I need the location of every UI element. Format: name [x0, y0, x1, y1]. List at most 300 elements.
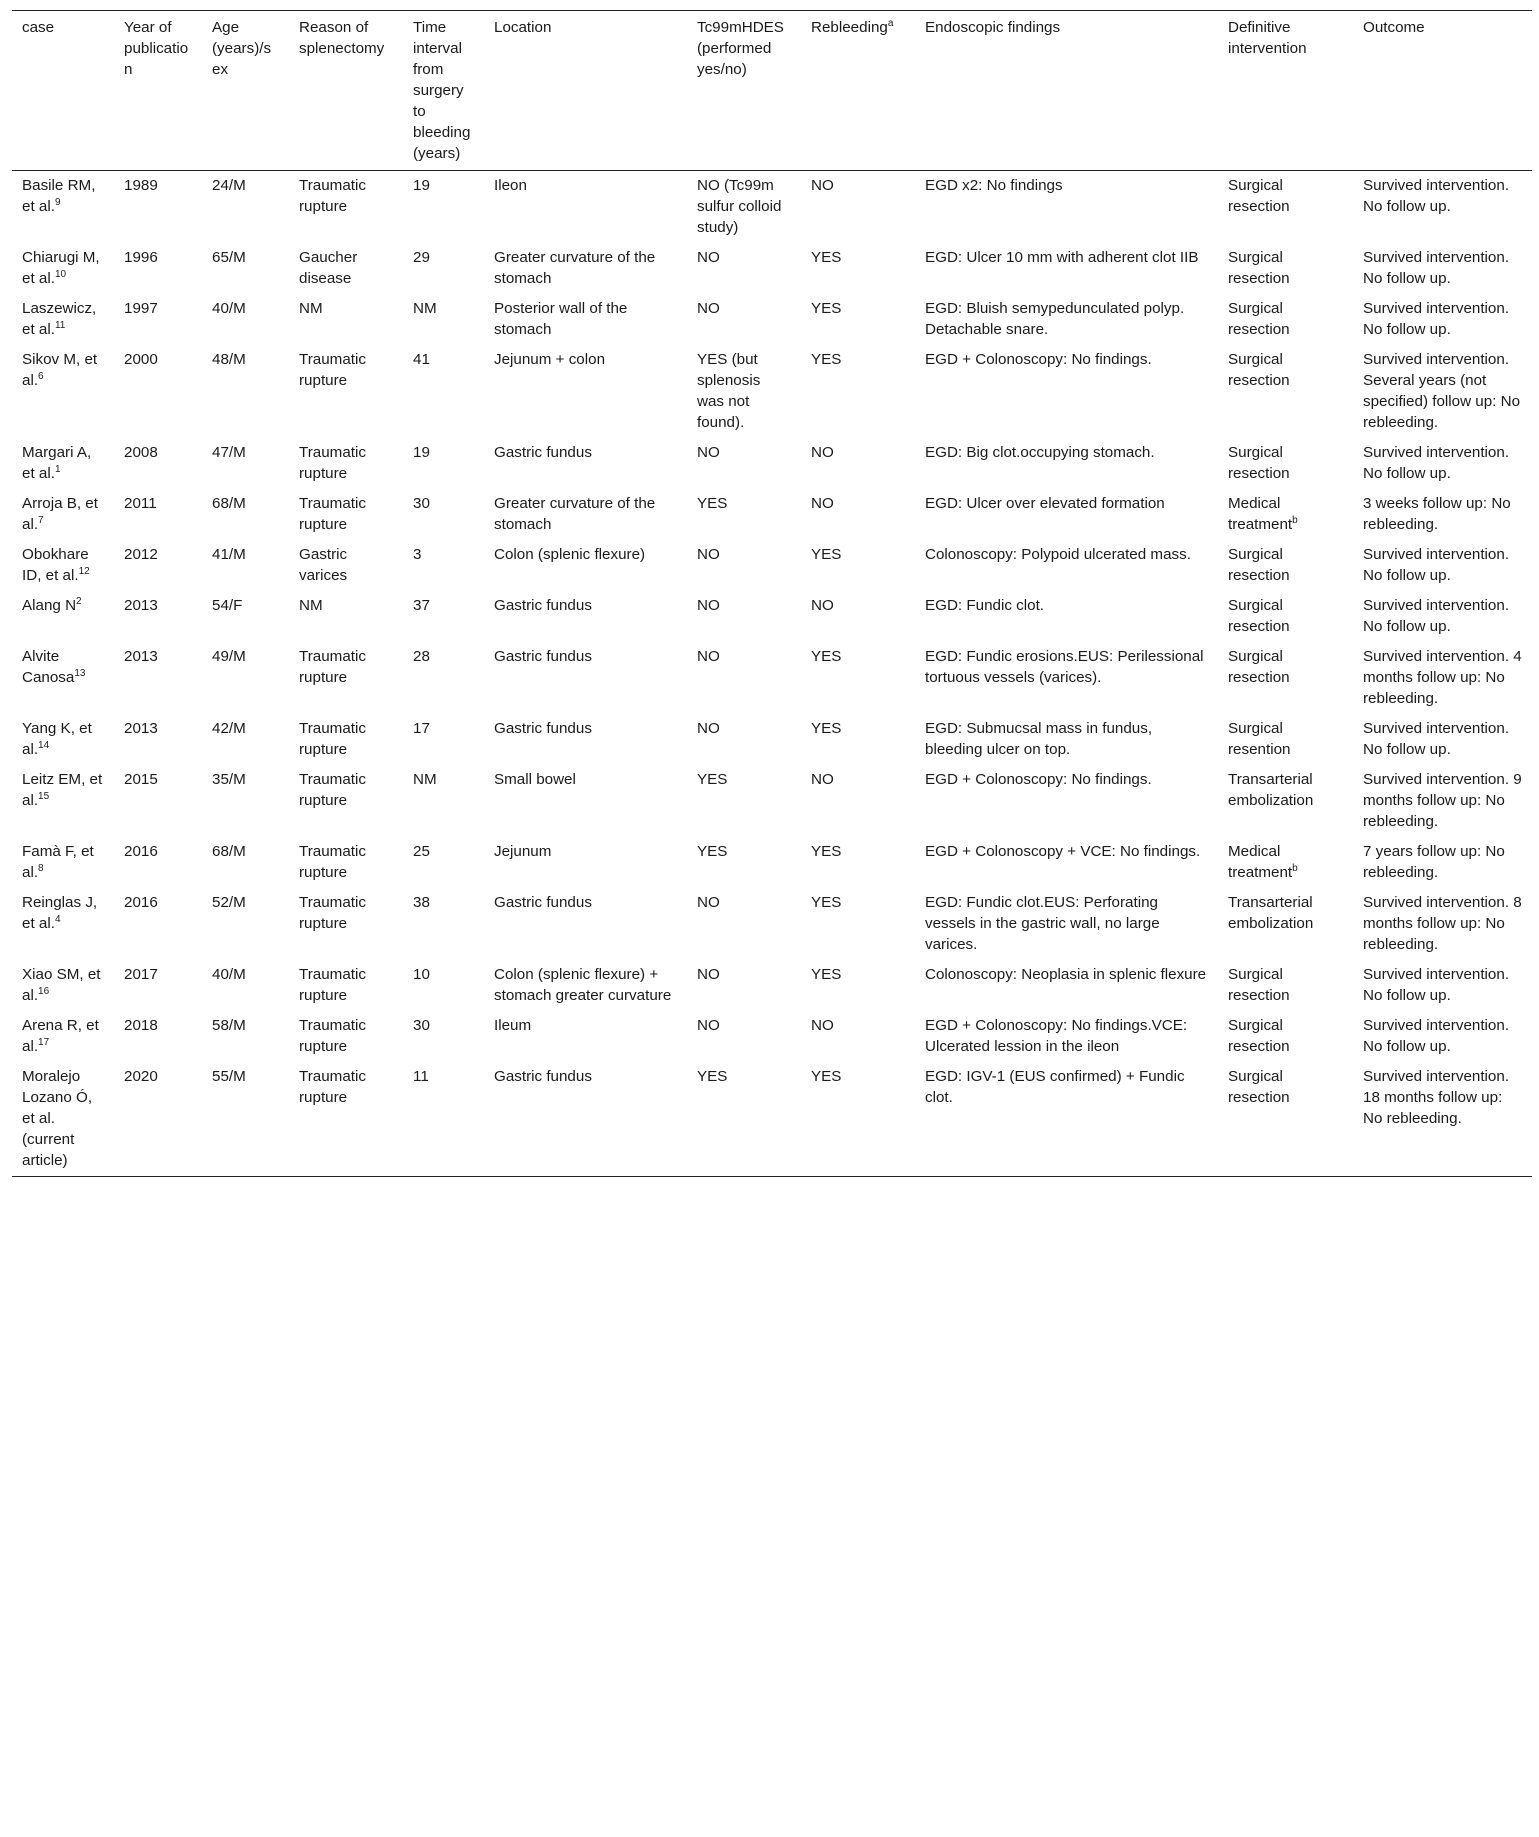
location-text: Greater curvature of the stomach	[494, 495, 656, 533]
cell-outcome	[1353, 714, 1532, 765]
year-text: 2016	[124, 894, 158, 911]
outcome-text: Survived intervention. 18 months follow up: No rebleeding.	[1363, 1068, 1510, 1127]
cell-rebleeding	[801, 837, 915, 888]
reason-text: Traumatic rupture	[299, 843, 366, 881]
reference-number: 6	[38, 371, 44, 382]
age-text: 40/M	[212, 966, 246, 983]
cell-tc99	[687, 345, 801, 438]
reason-text: Traumatic rupture	[299, 648, 366, 686]
cell-intervention	[1218, 438, 1353, 489]
cell-outcome	[1353, 489, 1532, 540]
cell-rebleeding	[801, 642, 915, 714]
endoscopic-text: EGD: Ulcer over elevated formation	[925, 495, 1165, 512]
interval-text: 19	[413, 444, 430, 461]
cell-intervention	[1218, 540, 1353, 591]
table-row	[12, 438, 1532, 489]
endoscopic-text: Colonoscopy: Neoplasia in splenic flexure	[925, 966, 1207, 983]
cell-location	[484, 294, 687, 345]
cell-case	[12, 540, 114, 591]
case-text: Laszewicz, et al.	[22, 300, 97, 338]
reference-number: 9	[54, 197, 61, 208]
cell-intervention	[1218, 1011, 1353, 1062]
reference-number: 16	[38, 986, 50, 997]
reason-text: Traumatic rupture	[299, 351, 366, 389]
reason-text: Traumatic rupture	[299, 894, 366, 932]
rebleeding-text: YES	[811, 546, 842, 563]
cell-endoscopic	[915, 438, 1218, 489]
interval-text: 25	[413, 843, 430, 860]
endoscopic-text: EGD: Fundic clot.EUS: Perforating vessels in the gastric wall, no large varices.	[925, 894, 1160, 953]
outcome-text: Survived intervention. 9 months follow up: No rebleeding.	[1363, 771, 1522, 830]
cell-case	[12, 489, 114, 540]
location-text: Gastric fundus	[494, 648, 592, 665]
reason-text: Traumatic rupture	[299, 495, 366, 533]
location-text: Jejunum + colon	[494, 351, 606, 368]
age-text: 49/M	[212, 648, 246, 665]
table-row	[12, 489, 1532, 540]
cell-location	[484, 438, 687, 489]
cell-rebleeding	[801, 243, 915, 294]
tc99-text: NO	[697, 444, 720, 461]
cell-endoscopic	[915, 888, 1218, 960]
cell-reason	[289, 591, 403, 642]
cell-location	[484, 591, 687, 642]
table-row	[12, 837, 1532, 888]
cell-location	[484, 171, 687, 244]
cell-tc99	[687, 714, 801, 765]
endoscopic-text: EGD: Fundic erosions.EUS: Perilessional tortuous vessels (varices).	[925, 648, 1204, 686]
intervention-text: Surgical resection	[1228, 648, 1290, 686]
rebleeding-text: YES	[811, 300, 842, 317]
cell-reason	[289, 1011, 403, 1062]
cell-tc99	[687, 294, 801, 345]
year-text: 1989	[124, 177, 158, 194]
interval-text: 38	[413, 894, 430, 911]
intervention-text: Surgical resection	[1228, 300, 1290, 338]
interval-text: 41	[413, 351, 430, 368]
interval-text: 30	[413, 1017, 430, 1034]
tc99-text: NO	[697, 1017, 720, 1034]
rebleeding-text: YES	[811, 720, 842, 737]
age-text: 68/M	[212, 495, 246, 512]
cell-case	[12, 714, 114, 765]
cell-endoscopic	[915, 243, 1218, 294]
reference-number: 4	[54, 914, 61, 925]
table-row	[12, 1011, 1532, 1062]
cell-outcome	[1353, 960, 1532, 1011]
cell-reason	[289, 438, 403, 489]
table-row	[12, 591, 1532, 642]
cell-tc99	[687, 438, 801, 489]
footnote-marker: b	[1292, 515, 1298, 526]
intervention-text: Surgical resection	[1228, 966, 1290, 1004]
cell-reason	[289, 888, 403, 960]
cell-interval	[403, 243, 484, 294]
age-text: 24/M	[212, 177, 246, 194]
location-text: Posterior wall of the stomach	[494, 300, 628, 338]
table-row	[12, 888, 1532, 960]
header-outcome: Outcome	[1363, 19, 1425, 36]
cell-reason	[289, 1062, 403, 1177]
table-header	[12, 11, 1532, 171]
tc99-text: NO	[697, 300, 720, 317]
cell-rebleeding	[801, 1011, 915, 1062]
cell-interval	[403, 171, 484, 244]
cell-tc99	[687, 1062, 801, 1177]
cell-endoscopic	[915, 489, 1218, 540]
intervention-text: Surgical resection	[1228, 546, 1290, 584]
cell-rebleeding	[801, 489, 915, 540]
location-text: Gastric fundus	[494, 894, 592, 911]
cell-age	[202, 888, 289, 960]
cell-age	[202, 438, 289, 489]
cell-tc99	[687, 1011, 801, 1062]
header-age: Age (years)/sex	[212, 19, 272, 78]
intervention-text: Medical treatment	[1228, 495, 1293, 533]
tc99-text: YES	[697, 843, 728, 860]
header-location: Location	[494, 19, 552, 36]
interval-text: 3	[413, 546, 422, 563]
cell-reason	[289, 243, 403, 294]
year-text: 2020	[124, 1068, 158, 1085]
tc99-text: NO	[697, 597, 720, 614]
outcome-text: Survived intervention. Several years (not specified) follow up: No rebleeding.	[1363, 351, 1521, 431]
cell-intervention	[1218, 1062, 1353, 1177]
cell-tc99	[687, 765, 801, 837]
table-row	[12, 1062, 1532, 1177]
header-rebleeding: Rebleeding$^a$	[811, 18, 894, 36]
cell-case	[12, 243, 114, 294]
intervention-text: Surgical resection	[1228, 1068, 1290, 1106]
cell-endoscopic	[915, 765, 1218, 837]
cell-tc99	[687, 171, 801, 244]
outcome-text: Survived intervention. No follow up.	[1363, 249, 1510, 287]
reason-text: Gastric varices	[299, 546, 348, 584]
cell-age	[202, 294, 289, 345]
age-text: 47/M	[212, 444, 246, 461]
age-text: 54/F	[212, 597, 243, 614]
reference-number: 7	[38, 515, 44, 526]
cell-endoscopic	[915, 837, 1218, 888]
cell-rebleeding	[801, 540, 915, 591]
cell-outcome	[1353, 540, 1532, 591]
cell-tc99	[687, 243, 801, 294]
rebleeding-text: NO	[811, 177, 834, 194]
cell-endoscopic	[915, 714, 1218, 765]
cell-interval	[403, 642, 484, 714]
location-text: Greater curvature of the stomach	[494, 249, 656, 287]
cell-case	[12, 345, 114, 438]
cell-intervention	[1218, 294, 1353, 345]
cell-case	[12, 642, 114, 714]
rebleeding-text: NO	[811, 771, 834, 788]
table-row	[12, 345, 1532, 438]
rebleeding-text: NO	[811, 597, 834, 614]
intervention-text: Surgical resention	[1228, 720, 1291, 758]
cell-tc99	[687, 960, 801, 1011]
outcome-text: Survived intervention. 4 months follow up: No rebleeding.	[1363, 648, 1522, 707]
cell-age	[202, 591, 289, 642]
table-row	[12, 294, 1532, 345]
interval-text: NM	[413, 771, 437, 788]
intervention-text: Surgical resection	[1228, 444, 1290, 482]
location-text: Colon (splenic flexure)	[494, 546, 646, 563]
header-row	[12, 11, 1532, 171]
cell-year	[114, 294, 202, 345]
cell-year	[114, 1011, 202, 1062]
cell-location	[484, 489, 687, 540]
reason-text: Traumatic rupture	[299, 771, 366, 809]
location-text: Gastric fundus	[494, 720, 592, 737]
cell-outcome	[1353, 1011, 1532, 1062]
header-tc99: Tc99mHDES (performed yes/no)	[697, 19, 784, 78]
case-text: Basile RM, et al.	[22, 177, 96, 215]
header-reason: Reason of splenectomy	[299, 19, 385, 57]
header-endoscopic: Endoscopic findings	[925, 19, 1061, 36]
cell-location	[484, 1062, 687, 1177]
table-row	[12, 171, 1532, 244]
cell-case	[12, 591, 114, 642]
cell-outcome	[1353, 591, 1532, 642]
cell-interval	[403, 294, 484, 345]
table-row	[12, 714, 1532, 765]
reference-number: 15	[38, 791, 50, 802]
reason-text: NM	[299, 300, 323, 317]
cell-outcome	[1353, 438, 1532, 489]
case-text: Yang K, et al.	[22, 720, 92, 758]
case-text: Famà F, et al.	[22, 843, 94, 881]
cell-age	[202, 714, 289, 765]
interval-text: 29	[413, 249, 430, 266]
cell-interval	[403, 1011, 484, 1062]
interval-text: NM	[413, 300, 437, 317]
cell-location	[484, 837, 687, 888]
year-text: 2013	[124, 648, 158, 665]
cell-rebleeding	[801, 171, 915, 244]
cell-year	[114, 591, 202, 642]
outcome-text: Survived intervention. No follow up.	[1363, 966, 1510, 1004]
cell-year	[114, 540, 202, 591]
tc99-text: NO	[697, 720, 720, 737]
cell-year	[114, 438, 202, 489]
year-text: 2013	[124, 597, 158, 614]
cell-reason	[289, 642, 403, 714]
cell-reason	[289, 171, 403, 244]
cell-endoscopic	[915, 345, 1218, 438]
cell-interval	[403, 489, 484, 540]
case-table-container	[12, 10, 1532, 1177]
cell-age	[202, 1011, 289, 1062]
cell-location	[484, 765, 687, 837]
header-case: case	[22, 19, 55, 36]
cell-reason	[289, 489, 403, 540]
cell-endoscopic	[915, 294, 1218, 345]
cell-interval	[403, 837, 484, 888]
case-table	[12, 10, 1532, 1177]
cell-reason	[289, 345, 403, 438]
cell-case	[12, 888, 114, 960]
endoscopic-text: EGD: Ulcer 10 mm with adherent clot IIB	[925, 249, 1199, 266]
cell-outcome	[1353, 642, 1532, 714]
tc99-text: NO	[697, 966, 720, 983]
case-text: Sikov M, et al.	[22, 351, 98, 389]
location-text: Colon (splenic flexure) + stomach greater curvature	[494, 966, 672, 1004]
intervention-text: Surgical resection	[1228, 177, 1290, 215]
interval-text: 30	[413, 495, 430, 512]
cell-interval	[403, 591, 484, 642]
cell-intervention	[1218, 765, 1353, 837]
cell-age	[202, 642, 289, 714]
cell-outcome	[1353, 345, 1532, 438]
reference-number: 13	[74, 668, 86, 679]
year-text: 1997	[124, 300, 158, 317]
cell-endoscopic	[915, 591, 1218, 642]
tc99-text: NO	[697, 648, 720, 665]
outcome-text: Survived intervention. 8 months follow up: No rebleeding.	[1363, 894, 1522, 953]
cell-endoscopic	[915, 540, 1218, 591]
age-text: 42/M	[212, 720, 246, 737]
cell-location	[484, 1011, 687, 1062]
age-text: 68/M	[212, 843, 246, 860]
cell-tc99	[687, 837, 801, 888]
interval-text: 19	[413, 177, 430, 194]
cell-endoscopic	[915, 1062, 1218, 1177]
cell-case	[12, 294, 114, 345]
cell-tc99	[687, 540, 801, 591]
reason-text: Traumatic rupture	[299, 1068, 366, 1106]
cell-age	[202, 540, 289, 591]
cell-intervention	[1218, 591, 1353, 642]
cell-age	[202, 765, 289, 837]
table-row	[12, 243, 1532, 294]
rebleeding-text: YES	[811, 894, 842, 911]
age-text: 52/M	[212, 894, 246, 911]
cell-reason	[289, 960, 403, 1011]
cell-interval	[403, 438, 484, 489]
reason-text: Traumatic rupture	[299, 177, 366, 215]
header-intervention: Definitive intervention	[1228, 19, 1307, 57]
cell-age	[202, 345, 289, 438]
header-interval: Time interval from surgery to bleeding (years)	[413, 19, 471, 162]
cell-case	[12, 1062, 114, 1177]
tc99-text: NO (Tc99m sulfur colloid study)	[697, 177, 782, 236]
cell-outcome	[1353, 294, 1532, 345]
cell-year	[114, 714, 202, 765]
age-text: 55/M	[212, 1068, 246, 1085]
reason-text: Traumatic rupture	[299, 720, 366, 758]
interval-text: 17	[413, 720, 430, 737]
endoscopic-text: EGD: Submucsal mass in fundus, bleeding ulcer on top.	[925, 720, 1153, 758]
tc99-text: NO	[697, 249, 720, 266]
reference-number: 2	[76, 596, 82, 607]
cell-intervention	[1218, 345, 1353, 438]
cell-year	[114, 171, 202, 244]
reference-number: 1	[54, 464, 61, 475]
endoscopic-text: EGD x2: No findings	[925, 177, 1063, 194]
year-text: 2018	[124, 1017, 158, 1034]
cell-year	[114, 243, 202, 294]
cell-case	[12, 438, 114, 489]
cell-age	[202, 489, 289, 540]
case-text: Obokhare ID, et al.	[22, 546, 89, 584]
year-text: 2000	[124, 351, 158, 368]
reason-text: Traumatic rupture	[299, 444, 366, 482]
cell-age	[202, 837, 289, 888]
cell-outcome	[1353, 837, 1532, 888]
intervention-text: Surgical resection	[1228, 1017, 1290, 1055]
intervention-text: Surgical resection	[1228, 351, 1290, 389]
endoscopic-text: EGD: IGV-1 (EUS confirmed) + Fundic clot.	[925, 1068, 1185, 1106]
cell-interval	[403, 765, 484, 837]
reason-text: Traumatic rupture	[299, 966, 366, 1004]
table-row	[12, 765, 1532, 837]
age-text: 35/M	[212, 771, 246, 788]
age-text: 58/M	[212, 1017, 246, 1034]
outcome-text: Survived intervention. No follow up.	[1363, 597, 1510, 635]
case-text: Margari A, et al.	[22, 444, 92, 482]
cell-outcome	[1353, 765, 1532, 837]
intervention-text: Surgical resection	[1228, 597, 1290, 635]
cell-tc99	[687, 642, 801, 714]
age-text: 48/M	[212, 351, 246, 368]
outcome-text: Survived intervention. No follow up.	[1363, 177, 1510, 215]
outcome-text: Survived intervention. No follow up.	[1363, 720, 1510, 758]
case-text: Alang N	[22, 597, 77, 614]
cell-year	[114, 765, 202, 837]
reference-number: 11	[54, 320, 66, 331]
outcome-text: 7 years follow up: No rebleeding.	[1363, 843, 1505, 881]
rebleeding-text: YES	[811, 249, 842, 266]
endoscopic-text: EGD + Colonoscopy: No findings.VCE: Ulcerated lession in the ileon	[925, 1017, 1188, 1055]
location-text: Gastric fundus	[494, 1068, 592, 1085]
cell-rebleeding	[801, 591, 915, 642]
year-text: 2013	[124, 720, 158, 737]
cell-location	[484, 888, 687, 960]
cell-rebleeding	[801, 888, 915, 960]
cell-year	[114, 1062, 202, 1177]
cell-reason	[289, 294, 403, 345]
cell-rebleeding	[801, 345, 915, 438]
cell-intervention	[1218, 837, 1353, 888]
cell-case	[12, 171, 114, 244]
outcome-text: Survived intervention. No follow up.	[1363, 546, 1510, 584]
endoscopic-text: EGD + Colonoscopy: No findings.	[925, 351, 1152, 368]
case-text: Moralejo Lozano Ó, et al. (current article)	[22, 1068, 93, 1169]
cell-rebleeding	[801, 438, 915, 489]
cell-endoscopic	[915, 171, 1218, 244]
endoscopic-text: EGD + Colonoscopy: No findings.	[925, 771, 1152, 788]
reference-number: 12	[78, 566, 90, 577]
cell-reason	[289, 837, 403, 888]
cell-year	[114, 345, 202, 438]
cell-location	[484, 714, 687, 765]
cell-rebleeding	[801, 765, 915, 837]
cell-reason	[289, 540, 403, 591]
location-text: Small bowel	[494, 771, 576, 788]
cell-location	[484, 243, 687, 294]
cell-interval	[403, 345, 484, 438]
cell-case	[12, 765, 114, 837]
cell-case	[12, 1011, 114, 1062]
year-text: 2011	[124, 495, 157, 512]
cell-interval	[403, 540, 484, 591]
intervention-text: Medical treatment	[1228, 843, 1293, 881]
cell-intervention	[1218, 171, 1353, 244]
tc99-text: YES	[697, 495, 728, 512]
location-text: Gastric fundus	[494, 444, 592, 461]
intervention-text: Surgical resection	[1228, 249, 1290, 287]
table-body	[12, 171, 1532, 1177]
